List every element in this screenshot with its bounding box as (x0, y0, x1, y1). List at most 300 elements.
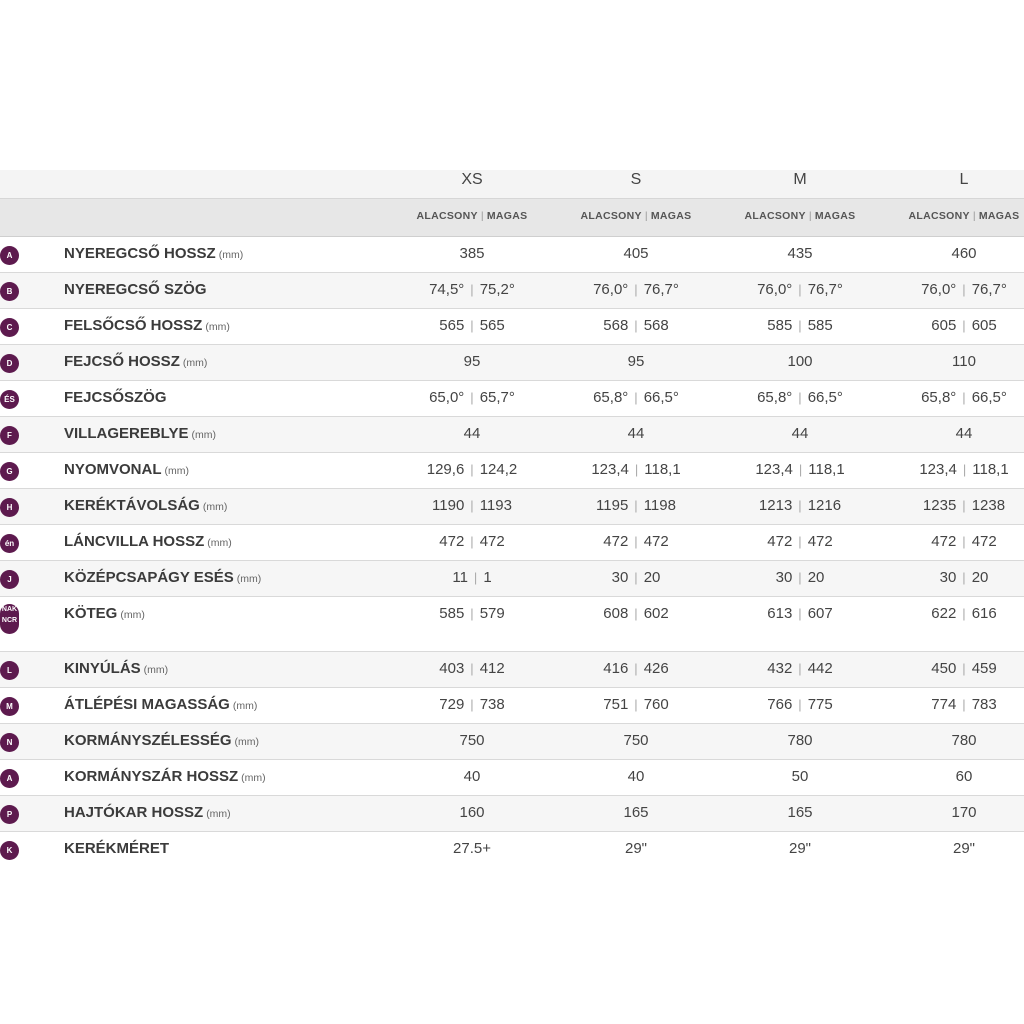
value-high: 1216 (807, 497, 842, 514)
value-low: 416 (603, 660, 629, 677)
value-separator: | (962, 661, 966, 676)
value-cell-s (561, 525, 711, 560)
row-unit: (mm) (164, 465, 189, 477)
value-low: 27.5+ (453, 840, 491, 857)
value-high: 568 (643, 317, 669, 334)
value-separator: | (470, 697, 474, 712)
value-separator: | (470, 498, 474, 513)
value-cell-s (561, 724, 711, 759)
value-cell-m (725, 724, 875, 759)
row-label-text: ÁTLÉPÉSI MAGASSÁG (64, 696, 230, 713)
table-row (0, 724, 1024, 760)
value-cell-xs (397, 724, 547, 759)
value-cell-l (889, 561, 1024, 596)
value-low: 751 (603, 696, 629, 713)
row-marker-badge: D (0, 354, 19, 373)
value-low: 605 (931, 317, 957, 334)
value-low: 29" (788, 840, 811, 857)
row-marker-badge: J (0, 570, 19, 589)
row-label (64, 417, 216, 452)
value-separator: | (634, 570, 638, 585)
value-cell-m (725, 489, 875, 524)
value-cell-m (725, 417, 875, 452)
value-cell-s (561, 273, 711, 308)
value-separator: | (634, 606, 638, 621)
value-separator: | (798, 661, 802, 676)
value-low: 766 (767, 696, 793, 713)
table-row (0, 273, 1024, 309)
table-row (0, 309, 1024, 345)
value-low: 76,0° (921, 281, 957, 298)
value-cell-m (725, 345, 875, 380)
row-label (64, 796, 231, 831)
value-low: 472 (931, 533, 957, 550)
value-cell-l (889, 489, 1024, 524)
table-row (0, 417, 1024, 453)
value-high: 118,1 (644, 461, 681, 478)
value-low: 100 (787, 353, 813, 370)
row-marker-badge: K (0, 841, 19, 860)
value-cell-s (561, 832, 711, 867)
value-high: 472 (807, 533, 833, 550)
value-cell-xs (397, 273, 547, 308)
value-low: 76,0° (593, 281, 629, 298)
value-low: 170 (951, 804, 977, 821)
value-cell-l (889, 381, 1024, 416)
value-separator: | (634, 661, 638, 676)
value-low: 385 (459, 245, 485, 262)
value-high: 75,2° (479, 281, 515, 298)
row-label (64, 597, 145, 632)
value-high: 412 (479, 660, 505, 677)
row-marker-badge: A (0, 246, 19, 265)
value-cell-l (889, 688, 1024, 723)
row-unit: (mm) (234, 736, 260, 748)
value-cell-m (725, 237, 875, 272)
value-separator: | (473, 570, 478, 585)
value-low: 74,5° (429, 281, 465, 298)
variant-header (725, 199, 875, 236)
value-low: 65,8° (593, 389, 629, 406)
value-cell-l (889, 237, 1024, 272)
row-label-text: VILLAGEREBLYE (64, 425, 189, 442)
value-cell-m (725, 561, 875, 596)
row-label-text: NYEREGCSŐ SZÖG (64, 281, 207, 298)
row-label-text: FEJCSŐSZÖG (64, 389, 167, 406)
value-cell-m (725, 381, 875, 416)
row-unit: (mm) (182, 357, 208, 369)
value-low: 123,4 (755, 461, 793, 478)
value-high: 20 (807, 569, 825, 586)
separator: | (972, 210, 976, 222)
table-row (0, 237, 1024, 273)
row-unit: (mm) (218, 249, 244, 261)
value-low: 750 (623, 732, 649, 749)
value-low: 110 (952, 353, 976, 370)
variant-high-label: MAGAS (978, 210, 1020, 222)
row-label-text: LÁNCVILLA HOSSZ (64, 533, 205, 550)
value-high: 1238 (971, 497, 1006, 514)
value-low: 1213 (758, 497, 793, 514)
value-low: 405 (623, 245, 649, 262)
row-label-text: NYEREGCSŐ HOSSZ (64, 245, 216, 262)
size-header-row (0, 170, 1024, 198)
value-cell-s (561, 688, 711, 723)
value-low: 729 (439, 696, 465, 713)
row-label-text: KINYÚLÁS (64, 660, 141, 677)
row-label (64, 724, 259, 759)
separator: | (480, 210, 484, 222)
value-high: 783 (971, 696, 997, 713)
value-cell-m (725, 832, 875, 867)
value-low: 44 (627, 425, 645, 442)
value-separator: | (470, 534, 474, 549)
variant-low-label: ALACSONY (580, 210, 642, 222)
row-marker-badge: L (0, 661, 19, 680)
value-separator: | (634, 390, 638, 405)
value-high: 738 (479, 696, 505, 713)
variant-high-label: MAGAS (814, 210, 856, 222)
value-high: 76,7° (807, 281, 843, 298)
value-cell-m (725, 796, 875, 831)
value-low: 30 (611, 569, 629, 586)
value-separator: | (798, 498, 802, 513)
value-separator: | (962, 498, 966, 513)
value-high: 118,1 (972, 461, 1009, 478)
value-high: 760 (643, 696, 669, 713)
value-high: 65,7° (479, 389, 515, 406)
value-separator: | (798, 697, 802, 712)
value-high: 472 (643, 533, 669, 550)
value-cell-m (725, 273, 875, 308)
row-unit: (mm) (120, 609, 145, 621)
variant-high-label: MAGAS (486, 210, 528, 222)
value-low: 11 (452, 569, 468, 586)
value-low: 65,0° (429, 389, 465, 406)
value-cell-m (725, 652, 875, 687)
value-cell-xs (397, 832, 547, 867)
variant-low-label: ALACSONY (744, 210, 806, 222)
separator: | (644, 210, 648, 222)
value-cell-l (889, 832, 1024, 867)
value-low: 585 (439, 605, 465, 622)
value-cell-s (561, 381, 711, 416)
value-separator: | (962, 318, 966, 333)
value-separator: | (470, 606, 474, 621)
row-label-text: KERÉKTÁVOLSÁG (64, 497, 200, 514)
value-cell-xs (397, 760, 547, 795)
value-low: 585 (767, 317, 793, 334)
value-low: 95 (627, 353, 645, 370)
row-label-text: HAJTÓKAR HOSSZ (64, 804, 204, 821)
value-separator: | (634, 534, 638, 549)
size-label-m: M (793, 171, 807, 188)
value-high: 66,5° (971, 389, 1007, 406)
value-cell-xs (397, 688, 547, 723)
row-label (64, 489, 227, 524)
row-label-text: NYOMVONAL (64, 461, 162, 478)
table-row (0, 796, 1024, 832)
value-low: 29" (952, 840, 975, 857)
value-cell-xs (397, 345, 547, 380)
value-low: 95 (463, 353, 481, 370)
value-separator: | (634, 282, 638, 297)
value-high: 602 (643, 605, 669, 622)
row-label-text: KÖZÉPCSAPÁGY ESÉS (64, 569, 234, 586)
value-high: 66,5° (643, 389, 679, 406)
value-cell-xs (397, 796, 547, 831)
value-cell-xs (397, 597, 547, 632)
value-cell-s (561, 345, 711, 380)
value-low: 780 (787, 732, 813, 749)
row-marker-badge: B (0, 282, 19, 301)
variant-header (397, 199, 547, 236)
table-row (0, 688, 1024, 724)
value-cell-s (561, 237, 711, 272)
table-row (0, 381, 1024, 417)
value-separator: | (634, 697, 638, 712)
value-low: 472 (439, 533, 465, 550)
value-cell-m (725, 309, 875, 344)
table-row (0, 489, 1024, 525)
row-marker-badge: P (0, 805, 19, 824)
value-high: 124,2 (479, 461, 518, 478)
value-high: 775 (807, 696, 833, 713)
variant-high-label: MAGAS (650, 210, 692, 222)
row-label-text: KORMÁNYSZÉLESSÉG (64, 732, 232, 749)
row-unit: (mm) (143, 664, 169, 676)
variant-header (889, 199, 1024, 236)
row-label (64, 760, 266, 795)
value-separator: | (634, 462, 639, 477)
row-marker-badge: C (0, 318, 19, 337)
value-high: 20 (971, 569, 989, 586)
value-low: 40 (463, 768, 481, 785)
value-separator: | (798, 282, 802, 297)
value-low: 1235 (922, 497, 957, 514)
value-low: 30 (939, 569, 957, 586)
value-high: 565 (479, 317, 505, 334)
value-low: 65,8° (921, 389, 957, 406)
value-high: 76,7° (643, 281, 679, 298)
value-cell-m (725, 597, 875, 632)
variant-low-label: ALACSONY (416, 210, 478, 222)
row-label (64, 525, 232, 560)
value-separator: | (962, 606, 966, 621)
row-label-text: KÖTEG (64, 605, 118, 622)
table-row (0, 453, 1024, 489)
value-separator: | (470, 462, 474, 477)
table-row (0, 652, 1024, 688)
variant-low-label: ALACSONY (908, 210, 970, 222)
value-low: 472 (767, 533, 793, 550)
value-low: 60 (955, 768, 973, 785)
value-low: 780 (951, 732, 977, 749)
value-low: 622 (931, 605, 957, 622)
row-label-text: KERÉKMÉRET (64, 840, 170, 857)
value-low: 450 (931, 660, 957, 677)
value-cell-xs (397, 453, 547, 488)
value-cell-l (889, 417, 1024, 452)
value-low: 123,4 (919, 461, 957, 478)
value-high: 607 (807, 605, 833, 622)
row-unit: (mm) (206, 808, 231, 820)
value-low: 123,4 (591, 461, 629, 478)
value-low: 1195 (596, 497, 629, 514)
value-low: 460 (951, 245, 977, 262)
value-low: 1190 (432, 497, 465, 514)
table-row (0, 760, 1024, 796)
variant-header-row (0, 198, 1024, 237)
value-separator: | (962, 390, 966, 405)
value-cell-m (725, 525, 875, 560)
value-high: 76,7° (971, 281, 1007, 298)
value-cell-l (889, 273, 1024, 308)
value-low: 44 (955, 425, 973, 442)
value-cell-m (725, 453, 875, 488)
value-cell-l (889, 453, 1024, 488)
value-cell-s (561, 489, 711, 524)
row-marker-badge: én (0, 534, 19, 553)
row-label (64, 832, 169, 867)
value-separator: | (962, 697, 966, 712)
value-low: 40 (627, 768, 645, 785)
value-high: 616 (971, 605, 997, 622)
row-label (64, 381, 167, 416)
value-cell-l (889, 309, 1024, 344)
row-label-text: KORMÁNYSZÁR HOSSZ (64, 768, 239, 785)
value-separator: | (798, 318, 802, 333)
row-unit: (mm) (191, 429, 216, 441)
row-marker-badge: N (0, 733, 19, 752)
value-low: 165 (623, 804, 649, 821)
value-separator: | (798, 462, 803, 477)
value-high: 472 (479, 533, 505, 550)
size-label-s: S (630, 171, 642, 188)
value-separator: | (798, 534, 802, 549)
value-separator: | (962, 534, 966, 549)
row-unit: (mm) (241, 772, 266, 784)
table-row (0, 345, 1024, 381)
row-marker-badge: F (0, 426, 19, 445)
row-unit: (mm) (202, 501, 228, 513)
value-cell-xs (397, 561, 547, 596)
value-separator: | (962, 570, 966, 585)
value-cell-xs (397, 525, 547, 560)
row-label-text: FELSŐCSŐ HOSSZ (64, 317, 203, 334)
value-separator: | (798, 606, 802, 621)
value-low: 165 (787, 804, 813, 821)
value-cell-s (561, 796, 711, 831)
value-cell-l (889, 345, 1024, 380)
row-unit: (mm) (205, 321, 230, 333)
value-low: 472 (603, 533, 629, 550)
value-cell-l (889, 525, 1024, 560)
row-label (64, 652, 168, 687)
table-row (0, 561, 1024, 597)
value-high: 1193 (479, 497, 512, 514)
row-marker-badge: A (0, 769, 19, 788)
value-low: 608 (603, 605, 629, 622)
value-cell-xs (397, 309, 547, 344)
value-separator: | (798, 570, 802, 585)
value-low: 160 (459, 804, 485, 821)
row-label-text: FEJCSŐ HOSSZ (64, 353, 180, 370)
row-label (64, 688, 257, 723)
value-cell-s (561, 597, 711, 632)
row-label (64, 453, 189, 488)
row-marker-badge: ÉS (0, 390, 19, 409)
value-cell-l (889, 724, 1024, 759)
value-high: 442 (807, 660, 833, 677)
value-low: 403 (439, 660, 465, 677)
value-high: 20 (643, 569, 661, 586)
value-cell-xs (397, 489, 547, 524)
value-cell-l (889, 796, 1024, 831)
value-separator: | (634, 498, 638, 513)
value-low: 568 (603, 317, 629, 334)
value-separator: | (470, 390, 474, 405)
value-separator: | (962, 282, 966, 297)
value-separator: | (798, 390, 802, 405)
value-cell-xs (397, 237, 547, 272)
value-separator: | (962, 462, 967, 477)
value-cell-l (889, 652, 1024, 687)
row-unit: (mm) (232, 700, 258, 712)
value-low: 129,6 (426, 461, 465, 478)
row-label (64, 273, 207, 308)
row-marker-badge: M (0, 697, 19, 716)
value-low: 44 (463, 425, 481, 442)
value-high: 579 (479, 605, 505, 622)
value-separator: | (634, 318, 638, 333)
value-cell-s (561, 760, 711, 795)
row-marker-badge: G (0, 462, 19, 481)
value-separator: | (470, 661, 474, 676)
value-cell-l (889, 760, 1024, 795)
value-cell-s (561, 417, 711, 452)
value-separator: | (470, 282, 474, 297)
value-low: 44 (791, 425, 809, 442)
table-row (0, 832, 1024, 867)
geometry-table (0, 170, 1024, 867)
geometry-rows (0, 237, 1024, 867)
value-low: 76,0° (757, 281, 793, 298)
value-low: 65,8° (757, 389, 793, 406)
separator: | (808, 210, 812, 222)
value-separator: | (470, 318, 474, 333)
value-high: 459 (971, 660, 997, 677)
size-label-xs: XS (461, 171, 483, 188)
value-cell-xs (397, 417, 547, 452)
value-cell-xs (397, 652, 547, 687)
value-cell-s (561, 453, 711, 488)
value-high: 66,5° (807, 389, 843, 406)
row-unit: (mm) (207, 537, 232, 549)
value-low: 565 (439, 317, 465, 334)
row-unit: (mm) (236, 573, 262, 585)
value-high: 605 (971, 317, 997, 334)
value-low: 50 (791, 768, 809, 785)
value-cell-s (561, 309, 711, 344)
variant-header (561, 199, 711, 236)
value-low: 750 (459, 732, 485, 749)
value-cell-s (561, 561, 711, 596)
value-high: 118,1 (808, 461, 845, 478)
value-high: 585 (807, 317, 833, 334)
value-cell-s (561, 652, 711, 687)
value-low: 435 (787, 245, 813, 262)
